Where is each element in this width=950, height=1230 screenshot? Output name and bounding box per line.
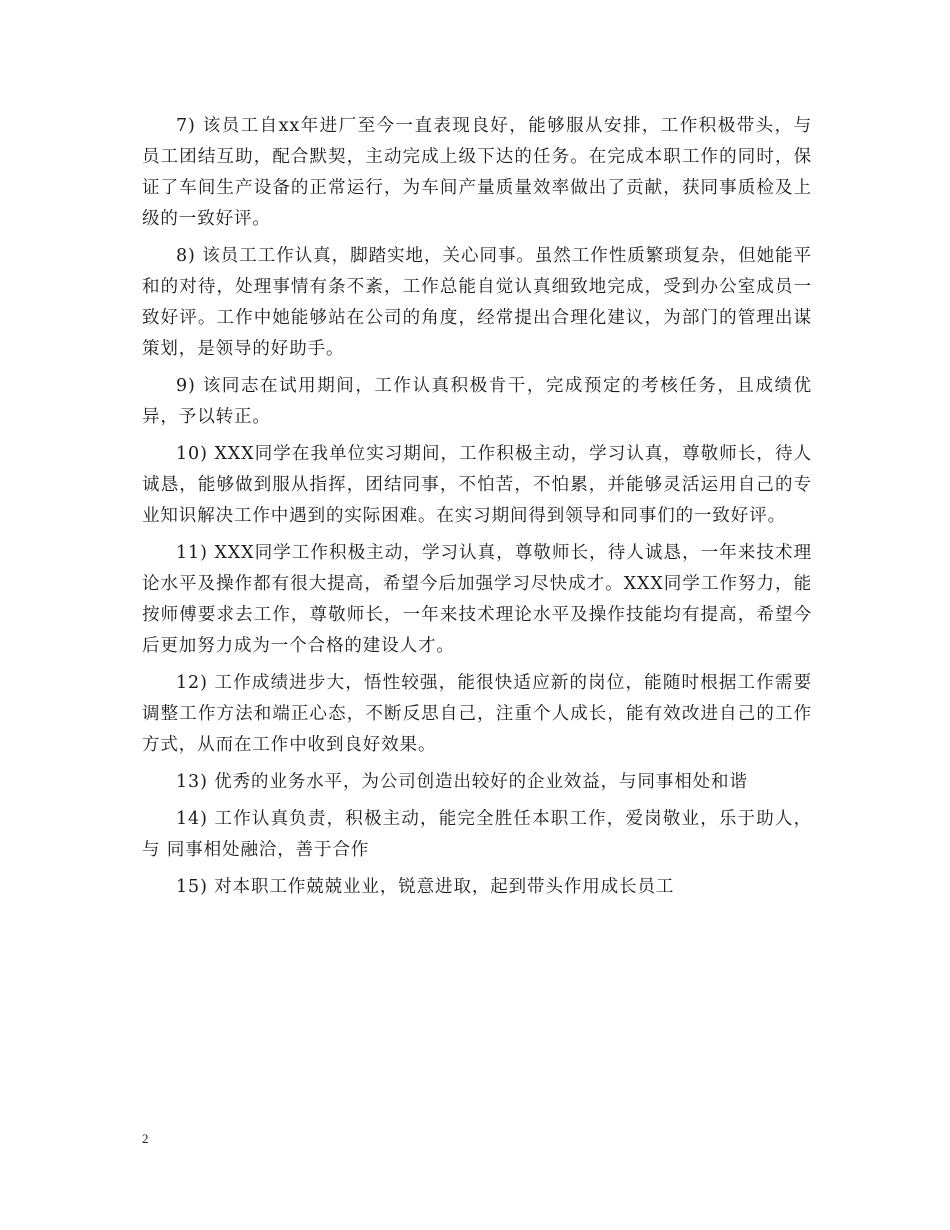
page-number: 2 <box>142 1131 149 1146</box>
paragraph-11: 11) XXX同学工作积极主动，学习认真，尊敬师长，待人诚恳，一年来技术理论水平及操作都有很大提高，希望今后加强学习尽快成才。XXX同学工作努力，能按师傅要求去工作，尊敬师长，一年来技术理论水平及操作技能均有提高，希望今后更加努力成为一个合格的建设人才。 <box>142 543 812 656</box>
document-body <box>142 111 812 909</box>
paragraph-12: 12) 工作成绩进步大，悟性较强，能很快适应新的岗位，能随时根据工作需要调整工作方法和端正心态，不断反思自己，注重个人成长，能有效改进自己的工作方式，从而在工作中收到良好效果。 <box>142 673 812 755</box>
paragraph-9: 9) 该同志在试用期间，工作认真积极肯干，完成预定的考核任务，且成绩优异，予以转正。 <box>142 376 812 427</box>
paragraph-8: 8) 该员工工作认真，脚踏实地，关心同事。虽然工作性质繁琐复杂，但她能平和的对待，处理事情有条不紊，工作总能自觉认真细致地完成，受到办公室成员一致好评。工作中她能够站在公司的角度，经常提出合理化建议，为部门的管理出谋策划，是领导的好助手。 <box>142 246 812 359</box>
paragraph-14: 14) 工作认真负责，积极主动，能完全胜任本职工作，爱岗敬业，乐于助人，与 同事相处融洽，善于合作 <box>142 809 812 860</box>
paragraph-10: 10) XXX同学在我单位实习期间，工作积极主动，学习认真，尊敬师长，待人诚恳，能够做到服从指挥，团结同事，不怕苦，不怕累，并能够灵活运用自己的专业知识解决工作中遇到的实际困难。在实习期间得到领导和同事们的一致好评。 <box>142 444 812 526</box>
paragraph-7: 7) 该员工自xx年进厂至今一直表现良好，能够服从安排，工作积极带头，与员工团结互助，配合默契，主动完成上级下达的任务。在完成本职工作的同时，保证了车间生产设备的正常运行，为车间产量质量效率做出了贡献，获同事质检及上级的一致好评。 <box>142 116 812 229</box>
paragraph-15: 15) 对本职工作兢兢业业，锐意进取，起到带头作用成长员工 <box>176 877 675 897</box>
paragraph-13: 13) 优秀的业务水平，为公司创造出较好的企业效益，与同事相处和谐 <box>176 772 748 792</box>
